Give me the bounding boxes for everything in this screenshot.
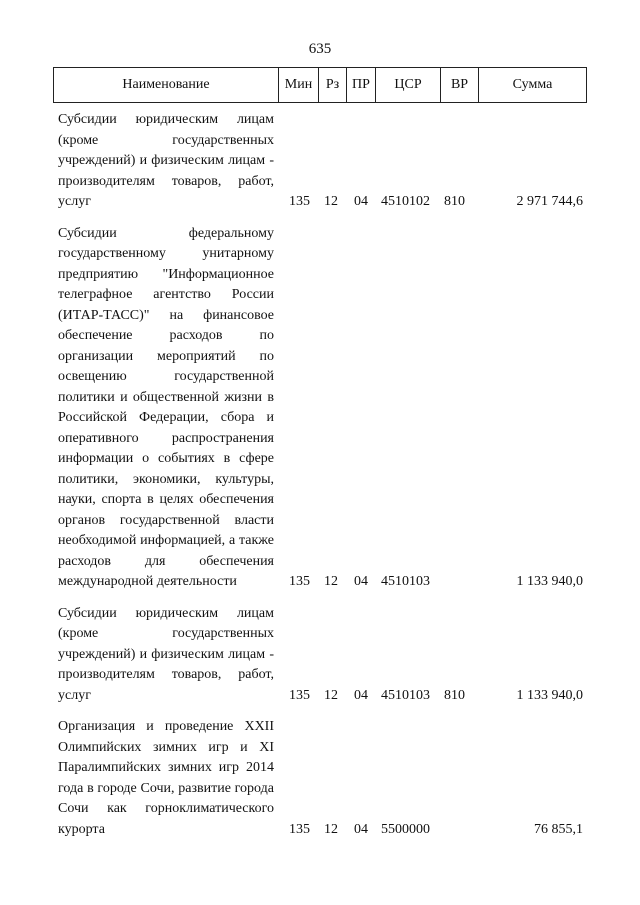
table-row [0, 717, 640, 840]
row-vr: 810 [444, 194, 465, 209]
row-sum: 2 971 744,6 [516, 194, 583, 209]
row-name: Субсидии юридическим лицам (кроме государственных учреждений) и физическим лицам - производителям товаров, работ, услуг [58, 605, 274, 703]
row-min: 135 [289, 574, 310, 589]
row-sum: 76 855,1 [534, 821, 583, 837]
header-sum: Сумма [479, 68, 587, 103]
page-number: 635 [308, 41, 332, 57]
row-sum: 1 133 940,0 [516, 574, 583, 589]
header-vr: ВР [441, 68, 479, 103]
row-pr: 04 [354, 821, 368, 837]
table-row [0, 604, 640, 707]
row-min: 135 [289, 194, 310, 209]
header-csr: ЦСР [376, 68, 441, 103]
table-row [0, 110, 640, 213]
row-csr: 4510103 [381, 687, 430, 703]
row-csr: 4510102 [381, 194, 430, 209]
row-rz: 12 [324, 194, 338, 209]
row-name: Субсидии юридическим лицам (кроме государственных учреждений) и физическим лицам - производителям товаров, работ, услуг [58, 112, 274, 209]
row-pr: 04 [354, 574, 368, 589]
row-rz: 12 [324, 821, 338, 837]
row-sum: 1 133 940,0 [516, 687, 583, 703]
header-row [54, 68, 587, 103]
row-csr: 4510103 [381, 574, 430, 589]
row-rz: 12 [324, 687, 338, 703]
row-pr: 04 [354, 194, 368, 209]
row-rz: 12 [324, 574, 338, 589]
row-min: 135 [289, 821, 310, 837]
header-name: Наименование [54, 68, 279, 103]
row-name: Организация и проведение XXII Олимпийских зимних игр и XI Паралимпийских зимних игр 2014 года в городе Сочи, развитие города Сочи как горноклиматического курорта [58, 719, 274, 837]
row-name: Субсидии федеральному государственному унитарному предприятию "Информационное телеграфное агентство России (ИТАР-ТАСС)" на финансовое обеспечение расходов по организации мероприятий по освещению государственной политики и общественной жизни в Российской Федерации, сбора и оперативного распространения информации о событиях в сфере политики, экономики, культуры, науки, спорта в целях обеспечения органов государственной власти необходимой информацией, а также расходов для обеспечения международной деятельности [58, 225, 274, 589]
row-csr: 5500000 [381, 821, 430, 837]
row-vr: 810 [444, 687, 465, 703]
table-header [53, 67, 587, 103]
header-min: Мин [279, 68, 319, 103]
row-pr: 04 [354, 687, 368, 703]
table-body [0, 102, 640, 840]
table-row [0, 224, 640, 593]
header-pr: ПР [347, 68, 376, 103]
header-rz: Рз [319, 68, 347, 103]
row-min: 135 [289, 687, 310, 703]
